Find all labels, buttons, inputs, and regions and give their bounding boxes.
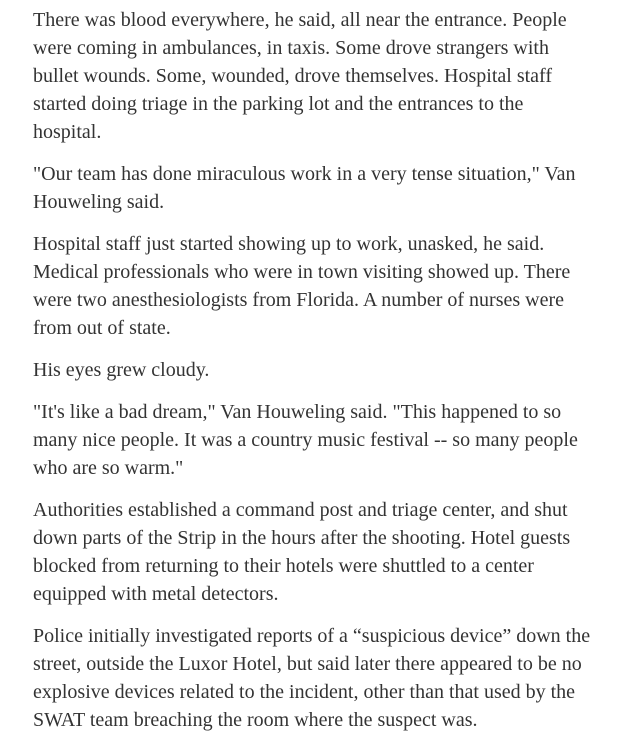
article-paragraph-command-post: Authorities established a command post and triage center, and shut down parts of the Strip in the hours after the shooting. Hotel guests blocked from returning to their hotels were shuttled to a center equipped with metal detectors. [33, 499, 571, 605]
article-paragraph-quote-bad-dream: "It's like a bad dream," Van Houweling said. "This happened to so many nice people. It was a country music festival -- so many people who are so warm." [33, 401, 578, 479]
article-paragraph-quote-miraculous-work: "Our team has done miraculous work in a very tense situation," Van Houweling said. [33, 163, 576, 213]
article-paragraph-staff-showed-up: Hospital staff just started showing up to work, unasked, he said. Medical professionals who were in town visiting showed up. There were two anesthesiologists from Florida. A number of nurses were from out of state. [33, 233, 571, 339]
article-paragraph-suspicious-device: Police initially investigated reports of a “suspicious device” down the street, outside the Luxor Hotel, but said later there appeared to be no explosive devices related to the incident, other than that used by the SWAT team breaching the room where the suspect was. [33, 625, 591, 731]
article-paragraph-eyes-grew-cloudy: His eyes grew cloudy. [33, 359, 210, 381]
article-paragraph-triage: There was blood everywhere, he said, all near the entrance. People were coming in ambulances, in taxis. Some drove strangers with bullet wounds. Some, wounded, drove themselves. Hospital staff started doing triage in the parking lot and the entrances to the hospital. [33, 9, 567, 143]
